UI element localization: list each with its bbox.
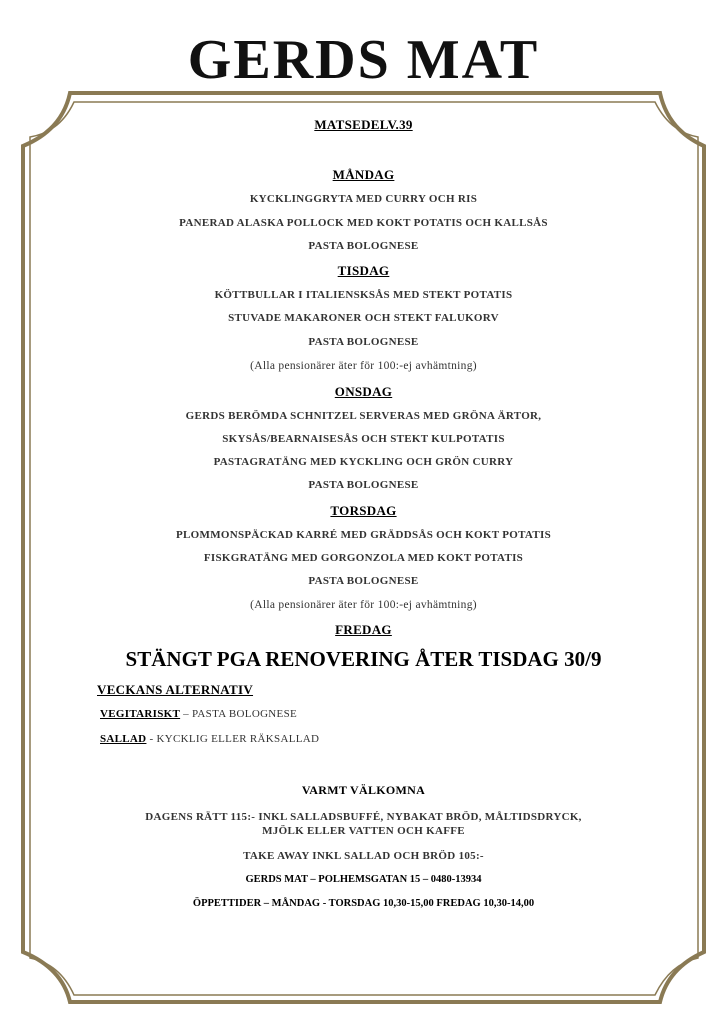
- daily-price-line-2: MJÖLK ELLER VATTEN OCH KAFFE: [262, 825, 465, 837]
- salad-dish: - KYCKLIG ELLER RÄKSALLAD: [146, 733, 320, 745]
- pensioner-note: (Alla pensionärer äter för 100:-ej avhämtning): [250, 360, 477, 372]
- dish-item: PASTA BOLOGNESE: [308, 240, 419, 252]
- weekly-alternatives-heading: VECKANS ALTERNATIV: [97, 682, 254, 697]
- dish-item: KÖTTBULLAR I ITALIENSKSÅS MED STEKT POTATIS: [214, 289, 513, 301]
- day-heading-monday: MÅNDAG: [332, 167, 395, 182]
- dish-item: FISKGRATÄNG MED GORGONZOLA MED KOKT POTATIS: [203, 552, 524, 564]
- restaurant-title: GERDS MAT: [187, 29, 540, 91]
- daily-price-line-1: DAGENS RÄTT 115:- INKL SALLADSBUFFÉ, NYBAKAT BRÖD, MÅLTIDSDRYCK,: [145, 811, 582, 823]
- welcome-text: VARMT VÄLKOMNA: [301, 783, 426, 797]
- day-heading-tuesday: TISDAG: [337, 263, 390, 278]
- dish-item: SKYSÅS/BEARNAISESÅS OCH STEKT KULPOTATIS: [222, 433, 505, 445]
- pensioner-note: (Alla pensionärer äter för 100:-ej avhämtning): [250, 599, 477, 611]
- dish-item: PASTA BOLOGNESE: [308, 575, 419, 587]
- dish-item: PANERAD ALASKA POLLOCK MED KOKT POTATIS OCH KALLSÅS: [179, 217, 548, 229]
- vegetarian-label: VEGITARISKT: [100, 708, 181, 720]
- dish-item: PLOMMONSPÄCKAD KARRÉ MED GRÄDDSÅS OCH KOKT POTATIS: [176, 529, 551, 541]
- dish-item: PASTA BOLOGNESE: [308, 336, 419, 348]
- dish-item: PASTAGRATÄNG MED KYCKLING OCH GRÖN CURRY: [213, 456, 514, 468]
- opening-hours: ÖPPETTIDER – MÅNDAG - TORSDAG 10,30-15,00 FREDAG 10,30-14,00: [192, 898, 535, 909]
- vegetarian-dish: – PASTA BOLOGNESE: [180, 708, 298, 720]
- closed-notice: STÄNGT PGA RENOVERING ÅTER TISDAG 30/9: [125, 647, 602, 671]
- address-phone: GERDS MAT – POLHEMSGATAN 15 – 0480-13934: [245, 874, 482, 885]
- salad-label: SALLAD: [100, 733, 147, 745]
- menu-week-heading: MATSEDELV.39: [314, 117, 413, 132]
- day-heading-wednesday: ONSDAG: [334, 384, 393, 399]
- dish-item: STUVADE MAKARONER OCH STEKT FALUKORV: [228, 312, 499, 324]
- dish-item: GERDS BERÖMDA SCHNITZEL SERVERAS MED GRÖNA ÄRTOR,: [185, 410, 542, 422]
- dish-item: KYCKLINGGRYTA MED CURRY OCH RIS: [249, 193, 478, 205]
- dish-item: PASTA BOLOGNESE: [308, 479, 419, 491]
- takeaway-price: TAKE AWAY INKL SALLAD OCH BRÖD 105:-: [243, 850, 484, 862]
- salad-alternative: [100, 733, 319, 745]
- day-heading-thursday: TORSDAG: [330, 503, 397, 518]
- day-heading-friday: FREDAG: [335, 622, 392, 637]
- vegetarian-alternative: [100, 708, 297, 720]
